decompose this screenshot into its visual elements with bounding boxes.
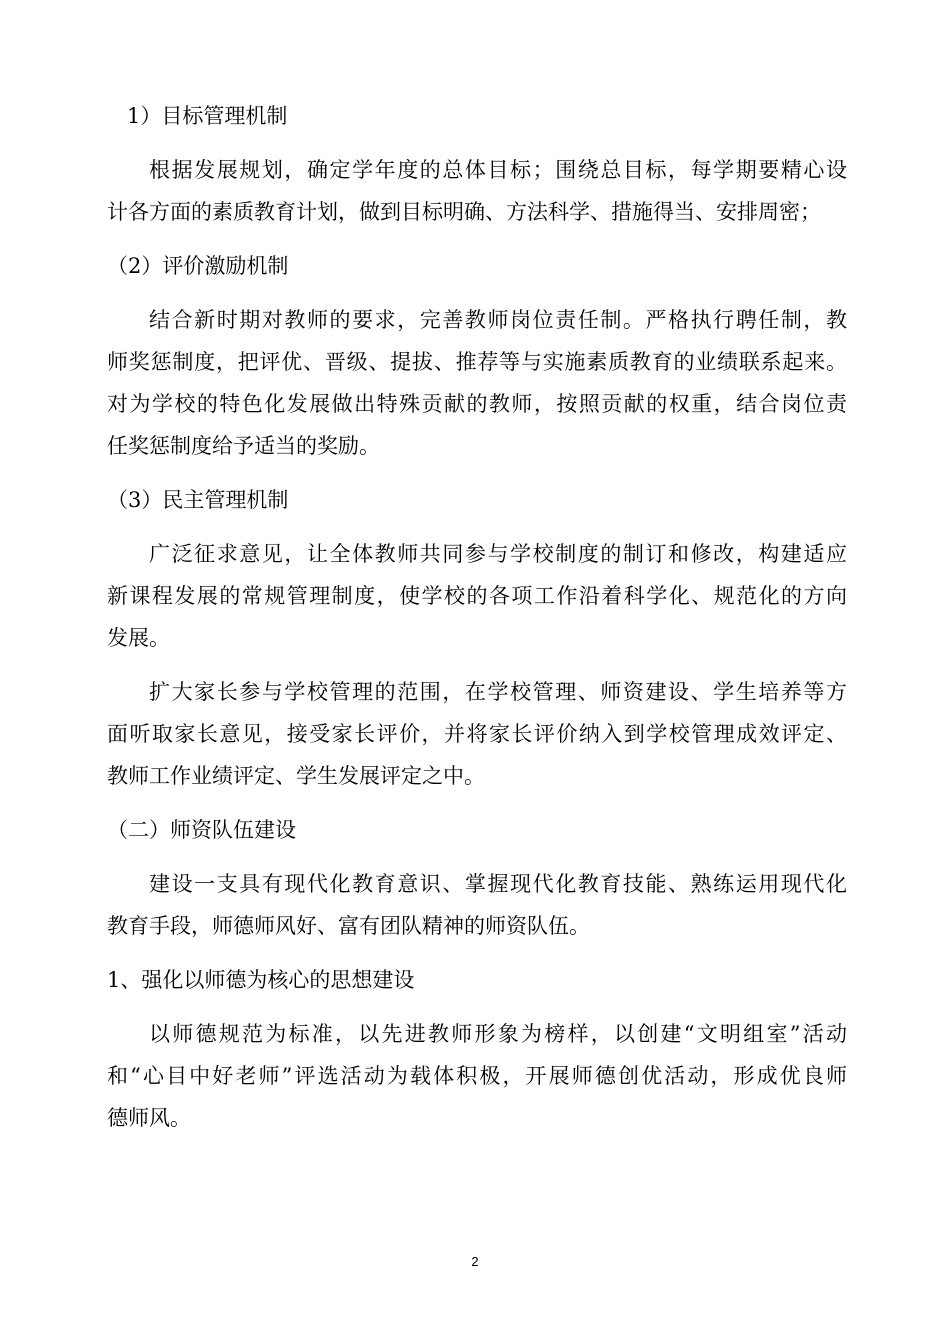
text-line: 1）目标管理机制 [127,104,288,128]
text-line: 面听取家长意见，接受家长评价，并将家长评价纳入到学校管理成效评定、 [107,722,847,746]
text-line: （3）民主管理机制 [107,488,289,512]
text-line: 新课程发展的常规管理制度，使学校的各项工作沿着科学化、规范化的方向 [107,584,847,608]
paragraph [107,863,847,947]
spacer [107,137,847,149]
text-line: 广泛征求意见，让全体教师共同参与学校制度的制订和修改，构建适应 [149,542,847,566]
section-heading [107,479,847,521]
document-body [107,95,847,1139]
text-line: 计各方面的素质教育计划，做到目标明确、方法科学、措施得当、安排周密； [107,200,821,224]
spacer [107,1001,847,1013]
spacer [107,659,847,671]
text-line: 发展。 [107,626,170,650]
section-heading [107,959,847,1001]
text-line: （2）评价激励机制 [107,254,289,278]
text-line: 扩大家长参与学校管理的范围，在学校管理、师资建设、学生培养等方 [149,680,847,704]
text-line: 以师德规范为标准，以先进教师形象为榜样，以创建“文明组室”活动 [149,1022,847,1046]
paragraph [107,533,847,659]
paragraph [107,149,847,233]
text-line: 建设一支具有现代化教育意识、掌握现代化教育技能、熟练运用现代化 [149,872,847,896]
page-number: 2 [471,1254,479,1269]
spacer [107,521,847,533]
text-line: 对为学校的特色化发展做出特殊贡献的教师，按照贡献的权重，结合岗位责 [107,392,847,416]
text-line: 结合新时期对教师的要求，完善教师岗位责任制。严格执行聘任制，教 [149,308,847,332]
text-line: （二）师资队伍建设 [107,818,296,842]
paragraph [107,299,847,467]
paragraph [107,671,847,797]
spacer [107,851,847,863]
spacer [107,467,847,479]
text-line: 教师工作业绩评定、学生发展评定之中。 [107,764,485,788]
section-heading [107,95,847,137]
text-line: 任奖惩制度给予适当的奖励。 [107,434,380,458]
text-line: 1、强化以师德为核心的思想建设 [107,968,415,992]
spacer [107,797,847,809]
text-line: 根据发展规划，确定学年度的总体目标；围绕总目标，每学期要精心设 [149,158,847,182]
text-line: 德师风。 [107,1106,191,1130]
text-line: 师奖惩制度，把评优、晋级、提拔、推荐等与实施素质教育的业绩联系起来。 [107,350,847,374]
paragraph [107,1013,847,1139]
text-line: 教育手段，师德师风好、富有团队精神的师资队伍。 [107,914,590,938]
spacer [107,287,847,299]
spacer [107,233,847,245]
spacer [107,947,847,959]
section-heading [107,809,847,851]
text-line: 和“心目中好老师”评选活动为载体积极，开展师德创优活动，形成优良师 [107,1064,847,1088]
section-heading [107,245,847,287]
